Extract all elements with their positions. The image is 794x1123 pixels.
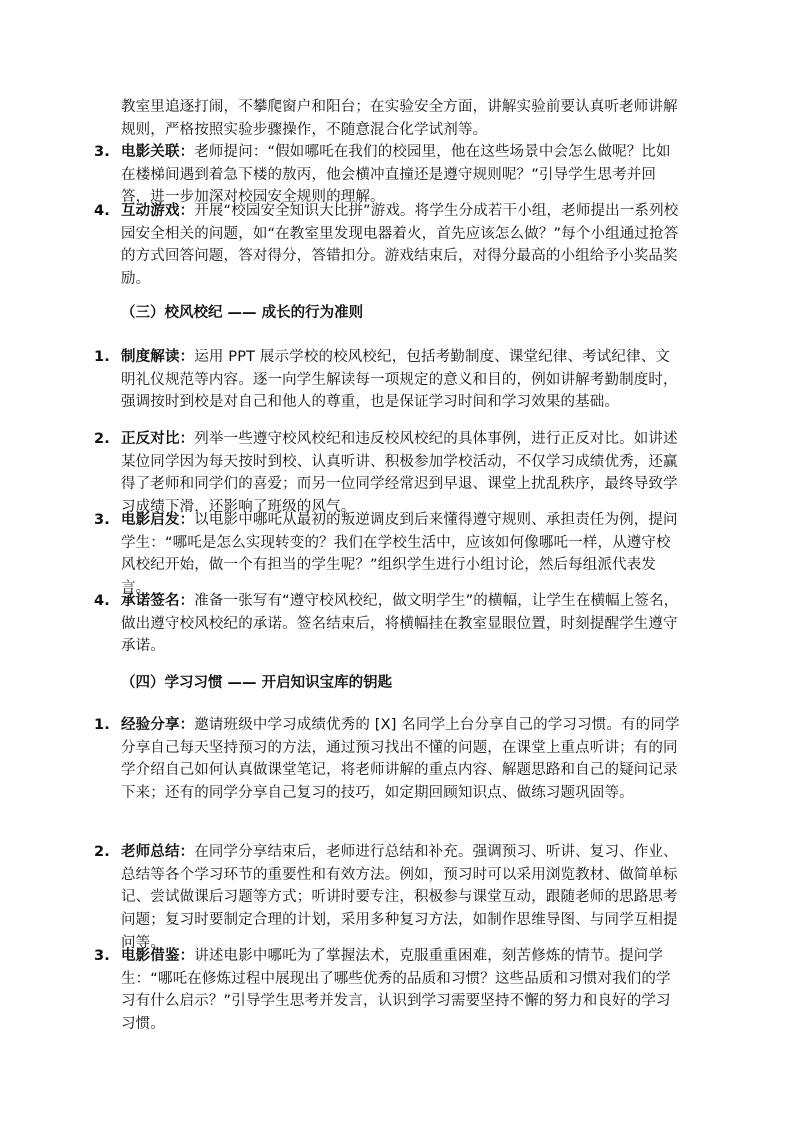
item-lead: 经验分享： bbox=[121, 717, 195, 733]
item-number: 2. bbox=[94, 431, 110, 447]
list-item bbox=[94, 200, 684, 291]
item-text: 以电影中哪吒从最初的叛逆调皮到后来懂得遵守规则、承担责任为例，提问学生：“哪吒是怎么实现转变的？我们在学校生活中，应该如何像哪吒一样，从遵守校风校纪开始，做一个有担当的学生呢？”组织学生进行小组讨论，然后每组派代表发言。 bbox=[121, 512, 678, 597]
item-text: 在同学分享结束后，老师进行总结和补充。强调预习、听讲、复习、作业、总结等各个学习环节的重要性和有效方法。例如，预习时可以采用浏览教材、做简单标记、尝试做课后习题等方式；听讲时要专注，积极参与课堂互动，跟随老师的思路思考问题；复习时要制定合理的计划，采用多种复习方法，如制作思维导图、与同学互相提问等。 bbox=[121, 844, 678, 951]
list-item bbox=[94, 841, 684, 955]
item-body bbox=[121, 945, 684, 1036]
item-lead: 互动游戏： bbox=[121, 203, 195, 219]
item-lead: 正反对比： bbox=[121, 431, 195, 447]
item-lead: 老师总结： bbox=[121, 844, 195, 860]
item-body bbox=[121, 509, 684, 600]
item-body bbox=[121, 590, 684, 658]
item-body bbox=[121, 346, 684, 414]
item-body bbox=[121, 714, 684, 805]
item-lead: 电影启发： bbox=[121, 512, 195, 528]
list-item bbox=[94, 141, 684, 209]
item-body bbox=[121, 428, 684, 519]
item-text: 邀请班级中学习成绩优秀的 [X] 名同学上台分享自己的学习习惯。有的同学分享自己每天坚持预习的方法，通过预习找出不懂的问题，在课堂上重点听讲；有的同学介绍自己如何认真做课堂笔记，将老师讲解的重点内容、解题思路和自己的疑问记录下来；还有的同学分享自己复习的技巧，如定期回顾知识点、做练习题巩固等。 bbox=[121, 717, 680, 802]
item-number: 2. bbox=[94, 844, 110, 860]
item-number: 1. bbox=[94, 349, 110, 365]
list-item bbox=[94, 714, 684, 805]
list-item bbox=[94, 590, 684, 658]
section-heading: （三）校风校纪 —— 成长的行为准则 bbox=[121, 305, 364, 321]
item-lead: 承诺签名： bbox=[121, 593, 195, 609]
item-lead: 电影关联： bbox=[121, 144, 195, 160]
item-body bbox=[121, 841, 684, 955]
item-lead: 制度解读： bbox=[121, 349, 195, 365]
list-item bbox=[94, 346, 684, 414]
item-text: 列举一些遵守校风校纪和违反校风校纪的具体事例，进行正反对比。如讲述某位同学因为每天按时到校、认真听讲、积极参加学校活动，不仅学习成绩优秀，还赢得了老师和同学们的喜爱；而另一位同学经常迟到早退、课堂上扰乱秩序，最终导致学习成绩下滑，还影响了班级的风气。 bbox=[121, 431, 678, 516]
item-number: 3. bbox=[94, 512, 110, 528]
list-item bbox=[94, 945, 684, 1036]
item-number: 4. bbox=[94, 593, 110, 609]
item-text: 准备一张写有“遵守校风校纪，做文明学生”的横幅，让学生在横幅上签名，做出遵守校风校纪的承诺。签名结束后，将横幅挂在教室显眼位置，时刻提醒学生遵守承诺。 bbox=[121, 593, 679, 655]
section-heading: （四）学习习惯 —— 开启知识宝库的钥匙 bbox=[121, 675, 393, 691]
intro-text: 教室里追逐打闹，不攀爬窗户和阳台；在实验安全方面，讲解实验前要认真听老师讲解规则，严格按照实验步骤操作，不随意混合化学试剂等。 bbox=[121, 99, 678, 138]
item-body bbox=[121, 200, 684, 291]
list-item bbox=[94, 509, 684, 600]
intro-paragraph bbox=[121, 96, 681, 141]
item-text: 讲述电影中哪吒为了掌握法术，克服重重困难，刻苦修炼的情节。提问学生：“哪吒在修炼过程中展现出了哪些优秀的品质和习惯？这些品质和习惯对我们的学习有什么启示？”引导学生思考并发言，认识到学习需要坚持不懈的努力和良好的学习习惯。 bbox=[121, 948, 671, 1033]
item-text: 老师提问：“假如哪吒在我们的校园里，他在这些场景中会怎么做呢？比如在楼梯间遇到着急下楼的敖丙，他会横冲直撞还是遵守规则呢？”引导学生思考并回答，进一步加深对校园安全规则的理解。 bbox=[121, 144, 671, 206]
item-text: 开展“校园安全知识大比拼”游戏。将学生分成若干小组，老师提出一系列校园安全相关的问题，如“在教室里发现电器着火，首先应该怎么做？”每个小组通过抢答的方式回答问题，答对得分，答错扣分。游戏结束后，对得分最高的小组给予小奖品奖励。 bbox=[121, 203, 679, 288]
item-number: 4. bbox=[94, 203, 110, 219]
item-lead: 电影借鉴： bbox=[121, 948, 195, 964]
item-number: 3. bbox=[94, 948, 110, 964]
item-number: 3. bbox=[94, 144, 110, 160]
item-number: 1. bbox=[94, 717, 110, 733]
list-item bbox=[94, 428, 684, 519]
item-body bbox=[121, 141, 684, 209]
item-text: 运用 PPT 展示学校的校风校纪，包括考勤制度、课堂纪律、考试纪律、文明礼仪规范等内容。逐一向学生解读每一项规定的意义和目的，例如讲解考勤制度时，强调按时到校是对自己和他人的尊重，也是保证学习时间和学习效果的基础。 bbox=[121, 349, 678, 411]
